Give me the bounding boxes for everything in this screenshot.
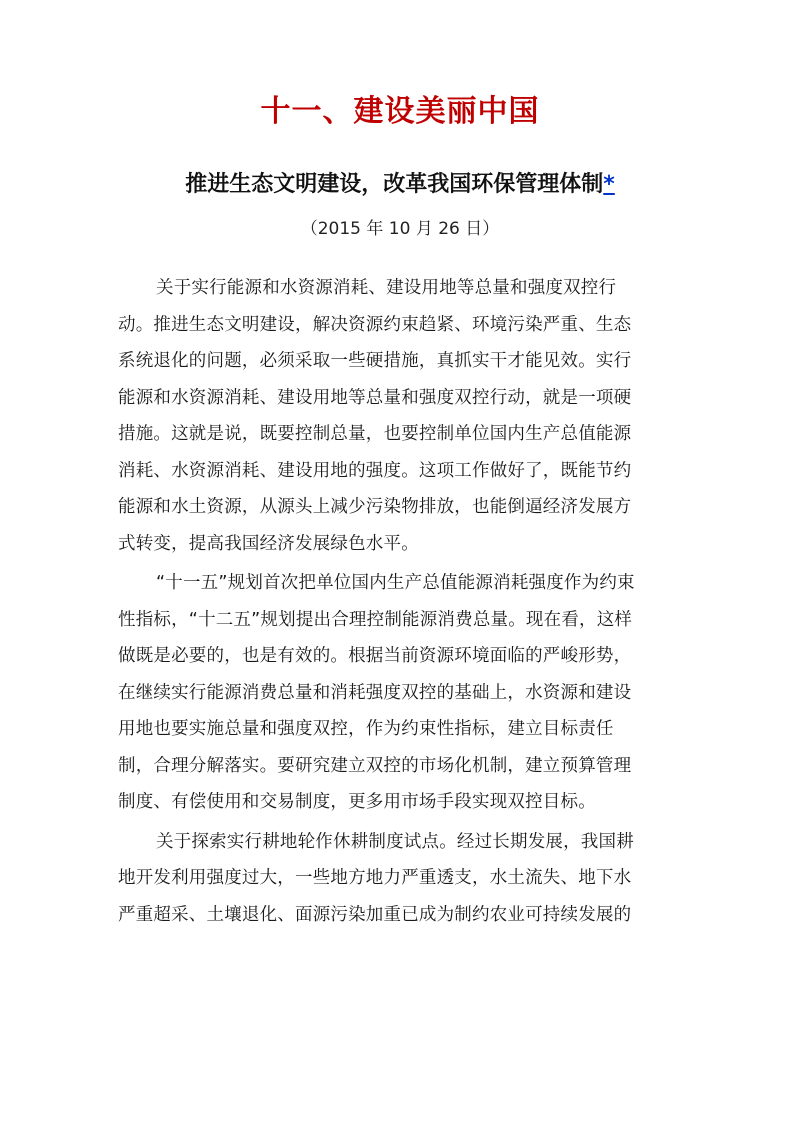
paragraph-line: 用地也要实施总量和强度双控，作为约束性指标，建立目标责任 — [118, 719, 614, 739]
article-body — [118, 270, 688, 933]
paragraph-line: 制度、有偿使用和交易制度，更多用市场手段实现双控目标。 — [118, 792, 596, 812]
paragraph-line: 能源和水土资源，从源头上减少污染物排放，也能倒逼经济发展方 — [118, 497, 632, 517]
chapter-title: 十一、建设美丽中国 — [260, 94, 540, 129]
paragraph-line: 严重超采、土壤退化、面源污染加重已成为制约农业可持续发展的 — [118, 904, 632, 925]
article-title-text: 推进生态文明建设，改革我国环保管理体制 — [185, 172, 604, 197]
paragraph-line: 关于探索实行耕地轮作休耕制度试点。经过长期发展，我国耕 — [156, 831, 634, 852]
paragraph-line: 地开发利用强度过大，一些地方地力严重透支，水土流失、地下水 — [118, 868, 632, 888]
paragraph-line: “十一五”规划首次把单位国内生产总值能源消耗强度作为约束 — [156, 573, 635, 593]
paragraph-line: 系统退化的问题，必须采取一些硬措施，真抓实干才能见效。实行 — [118, 351, 632, 371]
paragraph-line: 制，合理分解落实。要研究建立双控的市场化机制，建立预算管理 — [118, 755, 632, 776]
paragraph-line: 做既是必要的，也是有效的。根据当前资源环境面临的严峻形势， — [118, 646, 632, 666]
paragraph-line: 动。推进生态文明建设，解决资源约束趋紧、环境污染严重、生态 — [118, 314, 632, 335]
paragraph-line: 措施。这就是说，既要控制总量，也要控制单位国内生产总值能源 — [118, 424, 632, 444]
paragraph-line: 能源和水资源消耗、建设用地等总量和强度双控行动，就是一项硬 — [118, 387, 632, 408]
paragraph-2 — [118, 565, 688, 821]
paragraph-line: 性指标，“十二五”规划提出合理控制能源消费总量。现在看，这样 — [118, 609, 633, 630]
footnote-link[interactable]: * — [603, 172, 615, 197]
paragraph-3 — [118, 824, 688, 934]
article-date: （2015 年 10 月 26 日） — [300, 219, 500, 239]
paragraph-line: 式转变，提高我国经济发展绿色水平。 — [118, 533, 419, 554]
paragraph-1 — [118, 270, 688, 562]
paragraph-line: 在继续实行能源消费总量和消耗强度双控的基础上，水资源和建设 — [118, 682, 632, 703]
article-title — [0, 168, 800, 202]
paragraph-line: 消耗、水资源消耗、建设用地的强度。这项工作做好了，既能节约 — [118, 460, 632, 481]
paragraph-line: 关于实行能源和水资源消耗、建设用地等总量和强度双控行 — [156, 278, 617, 298]
